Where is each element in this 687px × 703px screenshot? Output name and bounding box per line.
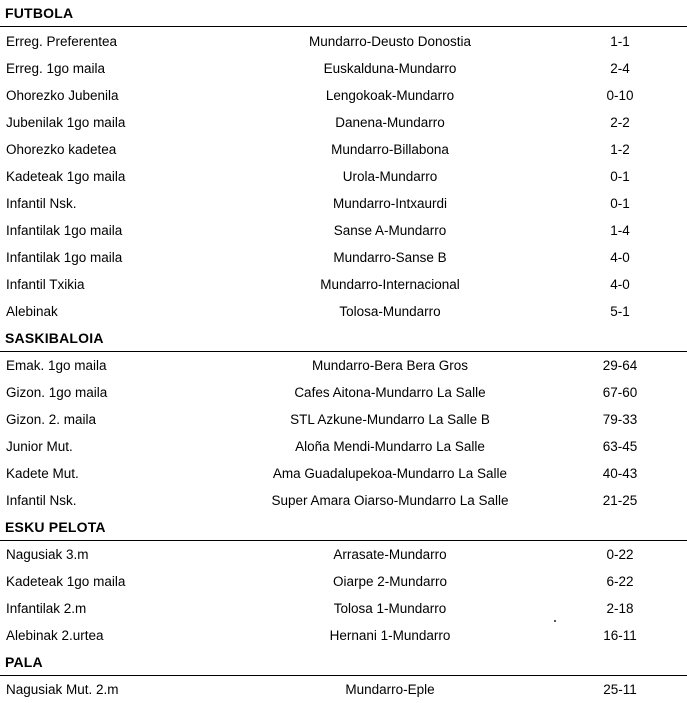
table-row (0, 55, 687, 82)
table-row (0, 622, 687, 649)
match-cell: Tolosa-Mundarro (339, 304, 441, 319)
table-row (0, 190, 687, 217)
section-title: FUTBOLA (5, 5, 74, 21)
category-cell: Emak. 1go maila (6, 358, 107, 373)
match-cell: Arrasate-Mundarro (333, 547, 447, 562)
table-row (0, 352, 687, 379)
category-cell: Alebinak 2.urtea (6, 628, 104, 643)
category-cell: Junior Mut. (6, 439, 73, 454)
match-cell: STL Azkune-Mundarro La Salle B (290, 412, 490, 427)
section-header-futbola (0, 0, 687, 27)
section-header-pala (0, 649, 687, 676)
category-cell: Alebinak (6, 304, 58, 319)
match-cell: Super Amara Oiarso-Mundarro La Salle (271, 493, 509, 508)
score-cell: 67-60 (602, 385, 638, 400)
category-cell: Ohorezko kadetea (6, 142, 117, 157)
score-cell: 63-45 (602, 439, 638, 454)
score-cell: 40-43 (602, 466, 638, 481)
match-cell: Hernani 1-Mundarro (329, 628, 451, 643)
table-row (0, 271, 687, 298)
score-cell: 2-4 (610, 61, 630, 76)
score-cell: 0-10 (606, 88, 634, 103)
table-row (0, 217, 687, 244)
category-cell: Kadeteak 1go maila (6, 574, 126, 589)
section-title: ESKU PELOTA (5, 519, 106, 535)
score-cell: 0-22 (606, 547, 634, 562)
score-cell: 1-2 (610, 142, 630, 157)
table-row (0, 595, 687, 622)
table-row (0, 568, 687, 595)
table-row (0, 406, 687, 433)
score-cell: 1-4 (610, 223, 630, 238)
score-cell: 5-1 (610, 304, 630, 319)
match-cell: Danena-Mundarro (335, 115, 445, 130)
category-cell: Infantilak 1go maila (6, 250, 123, 265)
score-cell: 2-18 (606, 601, 634, 616)
score-cell: 0-1 (610, 196, 630, 211)
score-cell: 16-11 (603, 628, 637, 643)
table-row (0, 541, 687, 568)
category-cell: Gizon. 1go maila (6, 385, 108, 400)
table-row (0, 460, 687, 487)
category-cell: Nagusiak 3.m (6, 547, 89, 562)
section-header-saskibaloia (0, 325, 687, 352)
match-cell: Aloña Mendi-Mundarro La Salle (295, 439, 485, 454)
category-cell: Infantil Nsk. (6, 196, 77, 211)
score-cell: 25-11 (603, 682, 637, 697)
table-row (0, 433, 687, 460)
table-row (0, 676, 687, 703)
category-cell: Nagusiak Mut. 2.m (6, 682, 119, 697)
score-cell: 79-33 (602, 412, 638, 427)
table-row (0, 487, 687, 514)
match-cell: Urola-Mundarro (342, 169, 438, 184)
match-cell: Mundarro-Intxaurdi (332, 196, 448, 211)
score-cell: 4-0 (610, 250, 630, 265)
match-cell: Cafes Aitona-Mundarro La Salle (294, 385, 486, 400)
category-cell: Gizon. 2. maila (6, 412, 97, 427)
category-cell: Kadeteak 1go maila (6, 169, 126, 184)
match-cell: Tolosa 1-Mundarro (333, 601, 447, 616)
match-cell: Mundarro-Billabona (331, 142, 449, 157)
score-cell: 2-2 (610, 115, 630, 130)
table-row (0, 82, 687, 109)
table-row (0, 379, 687, 406)
score-cell: 6-22 (606, 574, 634, 589)
match-cell: Mundarro-Sanse B (333, 250, 447, 265)
match-cell: Mundarro-Deusto Donostia (308, 34, 472, 49)
scan-artifact-dot (554, 620, 556, 622)
section-header-esku-pelota (0, 514, 687, 541)
score-cell: 0-1 (610, 169, 630, 184)
section-title: PALA (5, 654, 43, 670)
score-cell: 4-0 (610, 277, 630, 292)
category-cell: Infantil Txikia (6, 277, 85, 292)
table-row (0, 244, 687, 271)
match-cell: Mundarro-Eple (345, 682, 435, 697)
category-cell: Erreg. 1go maila (6, 61, 106, 76)
match-cell: Sanse A-Mundarro (333, 223, 447, 238)
score-cell: 1-1 (610, 34, 630, 49)
table-row (0, 136, 687, 163)
category-cell: Kadete Mut. (6, 466, 79, 481)
category-cell: Ohorezko Jubenila (6, 88, 119, 103)
table-row (0, 28, 687, 55)
category-cell: Erreg. Preferentea (6, 34, 118, 49)
category-cell: Infantil Nsk. (6, 493, 77, 508)
match-cell: Ama Guadalupekoa-Mundarro La Salle (272, 466, 508, 481)
score-cell: 29-64 (602, 358, 638, 373)
category-cell: Infantilak 1go maila (6, 223, 123, 238)
match-cell: Oiarpe 2-Mundarro (332, 574, 448, 589)
table-row (0, 109, 687, 136)
section-title: SASKIBALOIA (5, 330, 104, 346)
match-cell: Lengokoak-Mundarro (325, 88, 455, 103)
category-cell: Jubenilak 1go maila (6, 115, 126, 130)
table-row (0, 163, 687, 190)
match-cell: Mundarro-Bera Bera Gros (311, 358, 469, 373)
table-row (0, 298, 687, 325)
score-cell: 21-25 (602, 493, 638, 508)
match-cell: Mundarro-Internacional (320, 277, 460, 292)
category-cell: Infantilak 2.m (6, 601, 87, 616)
match-cell: Euskalduna-Mundarro (323, 61, 457, 76)
